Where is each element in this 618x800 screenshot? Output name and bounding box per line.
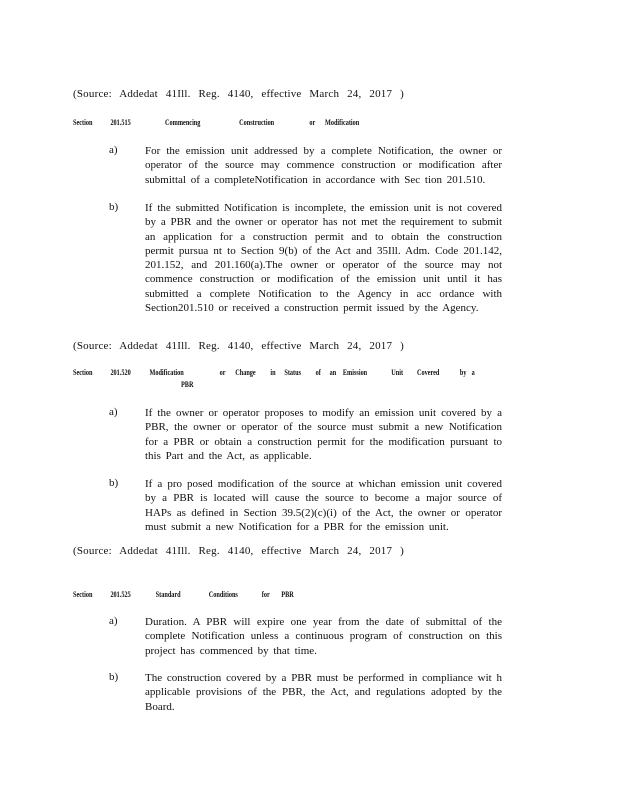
section-title-word: in (270, 368, 276, 377)
section-title-word: Modification (324, 118, 360, 127)
section-word: Section (73, 590, 93, 599)
item-label-a: a) (109, 615, 118, 627)
paragraph-515-a: For the emission unit addressed by a complete Notification, the owner or operator of the source may commence construction or modification after submittal of a completeNotification in accordance with Sec tion 201.510. (145, 145, 502, 186)
section-title-word: Construction (239, 118, 275, 127)
section-title-word: Change (235, 368, 256, 377)
section-word: Section (73, 368, 93, 377)
section-title-word: by (459, 368, 467, 377)
section-title-word: for (261, 590, 270, 599)
section-number: 201.515 (110, 118, 131, 127)
section-title-word: Emission (342, 368, 368, 377)
item-label-b: b) (109, 201, 119, 213)
section-number: 201.520 (110, 368, 131, 377)
section-number: 201.525 (110, 590, 131, 599)
section-title-continuation: PBR (181, 380, 194, 389)
source-note: (Source: Addedat 41Ill. Reg. 4140, effective March 24, 2017 ) (73, 545, 405, 557)
paragraph-525-b: The construction covered by a PBR must be performed in compliance wit h applicable provisions of the PBR, the Act, and regulations adopted by the Board. (145, 672, 502, 713)
paragraph-525-a: Duration. A PBR will expire one year from the date of submittal of the complete Notification unless a continuous program of construction on this project has commenced by that time. (145, 616, 502, 657)
source-note: (Source: Addedat 41Ill. Reg. 4140, effective March 24, 2017 ) (73, 88, 405, 100)
paragraph-520-b: If a pro posed modification of the source at whichan emission unit covered by a PBR is located will cause the source to become a major source of HAPs as defined in Section 39.5(2)(c)(i) of the Act, the owner or operator must submit a new Notification for a PBR for the emission unit. (145, 478, 502, 533)
item-label-b: b) (109, 477, 119, 489)
section-heading-520 (73, 368, 475, 377)
section-title-word: Conditions (208, 590, 238, 599)
section-title-word: or (309, 118, 316, 127)
section-title-word: Modification (149, 368, 184, 377)
section-title-word: Standard (155, 590, 181, 599)
section-title-word: PBR (281, 590, 294, 599)
section-heading-525 (73, 590, 294, 599)
section-title-word: Unit (391, 368, 404, 377)
item-label-a: a) (109, 406, 118, 418)
section-title-word: Commencing (165, 118, 201, 127)
section-title-word: or (219, 368, 226, 377)
section-title-word: Status (284, 368, 302, 377)
paragraph-515-b: If the submitted Notification is incomplete, the emission unit is not covered by a PBR and the owner or operator has not met the requirement to submit an application for a construction permit and to obtain the construction permit pursua nt to Section 9(b) of the Act and 35Ill. Adm. Code 201.142, 201.152, and 201.160(a).The owner or operator of the source may not commence construction or modification of the emission unit until it has submitted a complete Notification to the Agency in acc ordance with Section201.510 or received a construction permit issued by the Agency. (145, 202, 502, 315)
section-title-word: of (315, 368, 321, 377)
section-heading-515 (73, 118, 359, 127)
section-title-word: an (329, 368, 337, 377)
item-label-b: b) (109, 671, 119, 683)
section-title-word: a (471, 368, 475, 377)
section-word: Section (73, 118, 93, 127)
source-note: (Source: Addedat 41Ill. Reg. 4140, effective March 24, 2017 ) (73, 340, 405, 352)
section-title-word: Covered (416, 368, 440, 377)
paragraph-520-a: If the owner or operator proposes to modify an emission unit covered by a PBR, the owner or operator of the source must submit a new Notification for a PBR or obtain a construction permit for the modification pursuant to this Part and the Act, as applicable. (145, 407, 502, 462)
item-label-a: a) (109, 144, 118, 156)
